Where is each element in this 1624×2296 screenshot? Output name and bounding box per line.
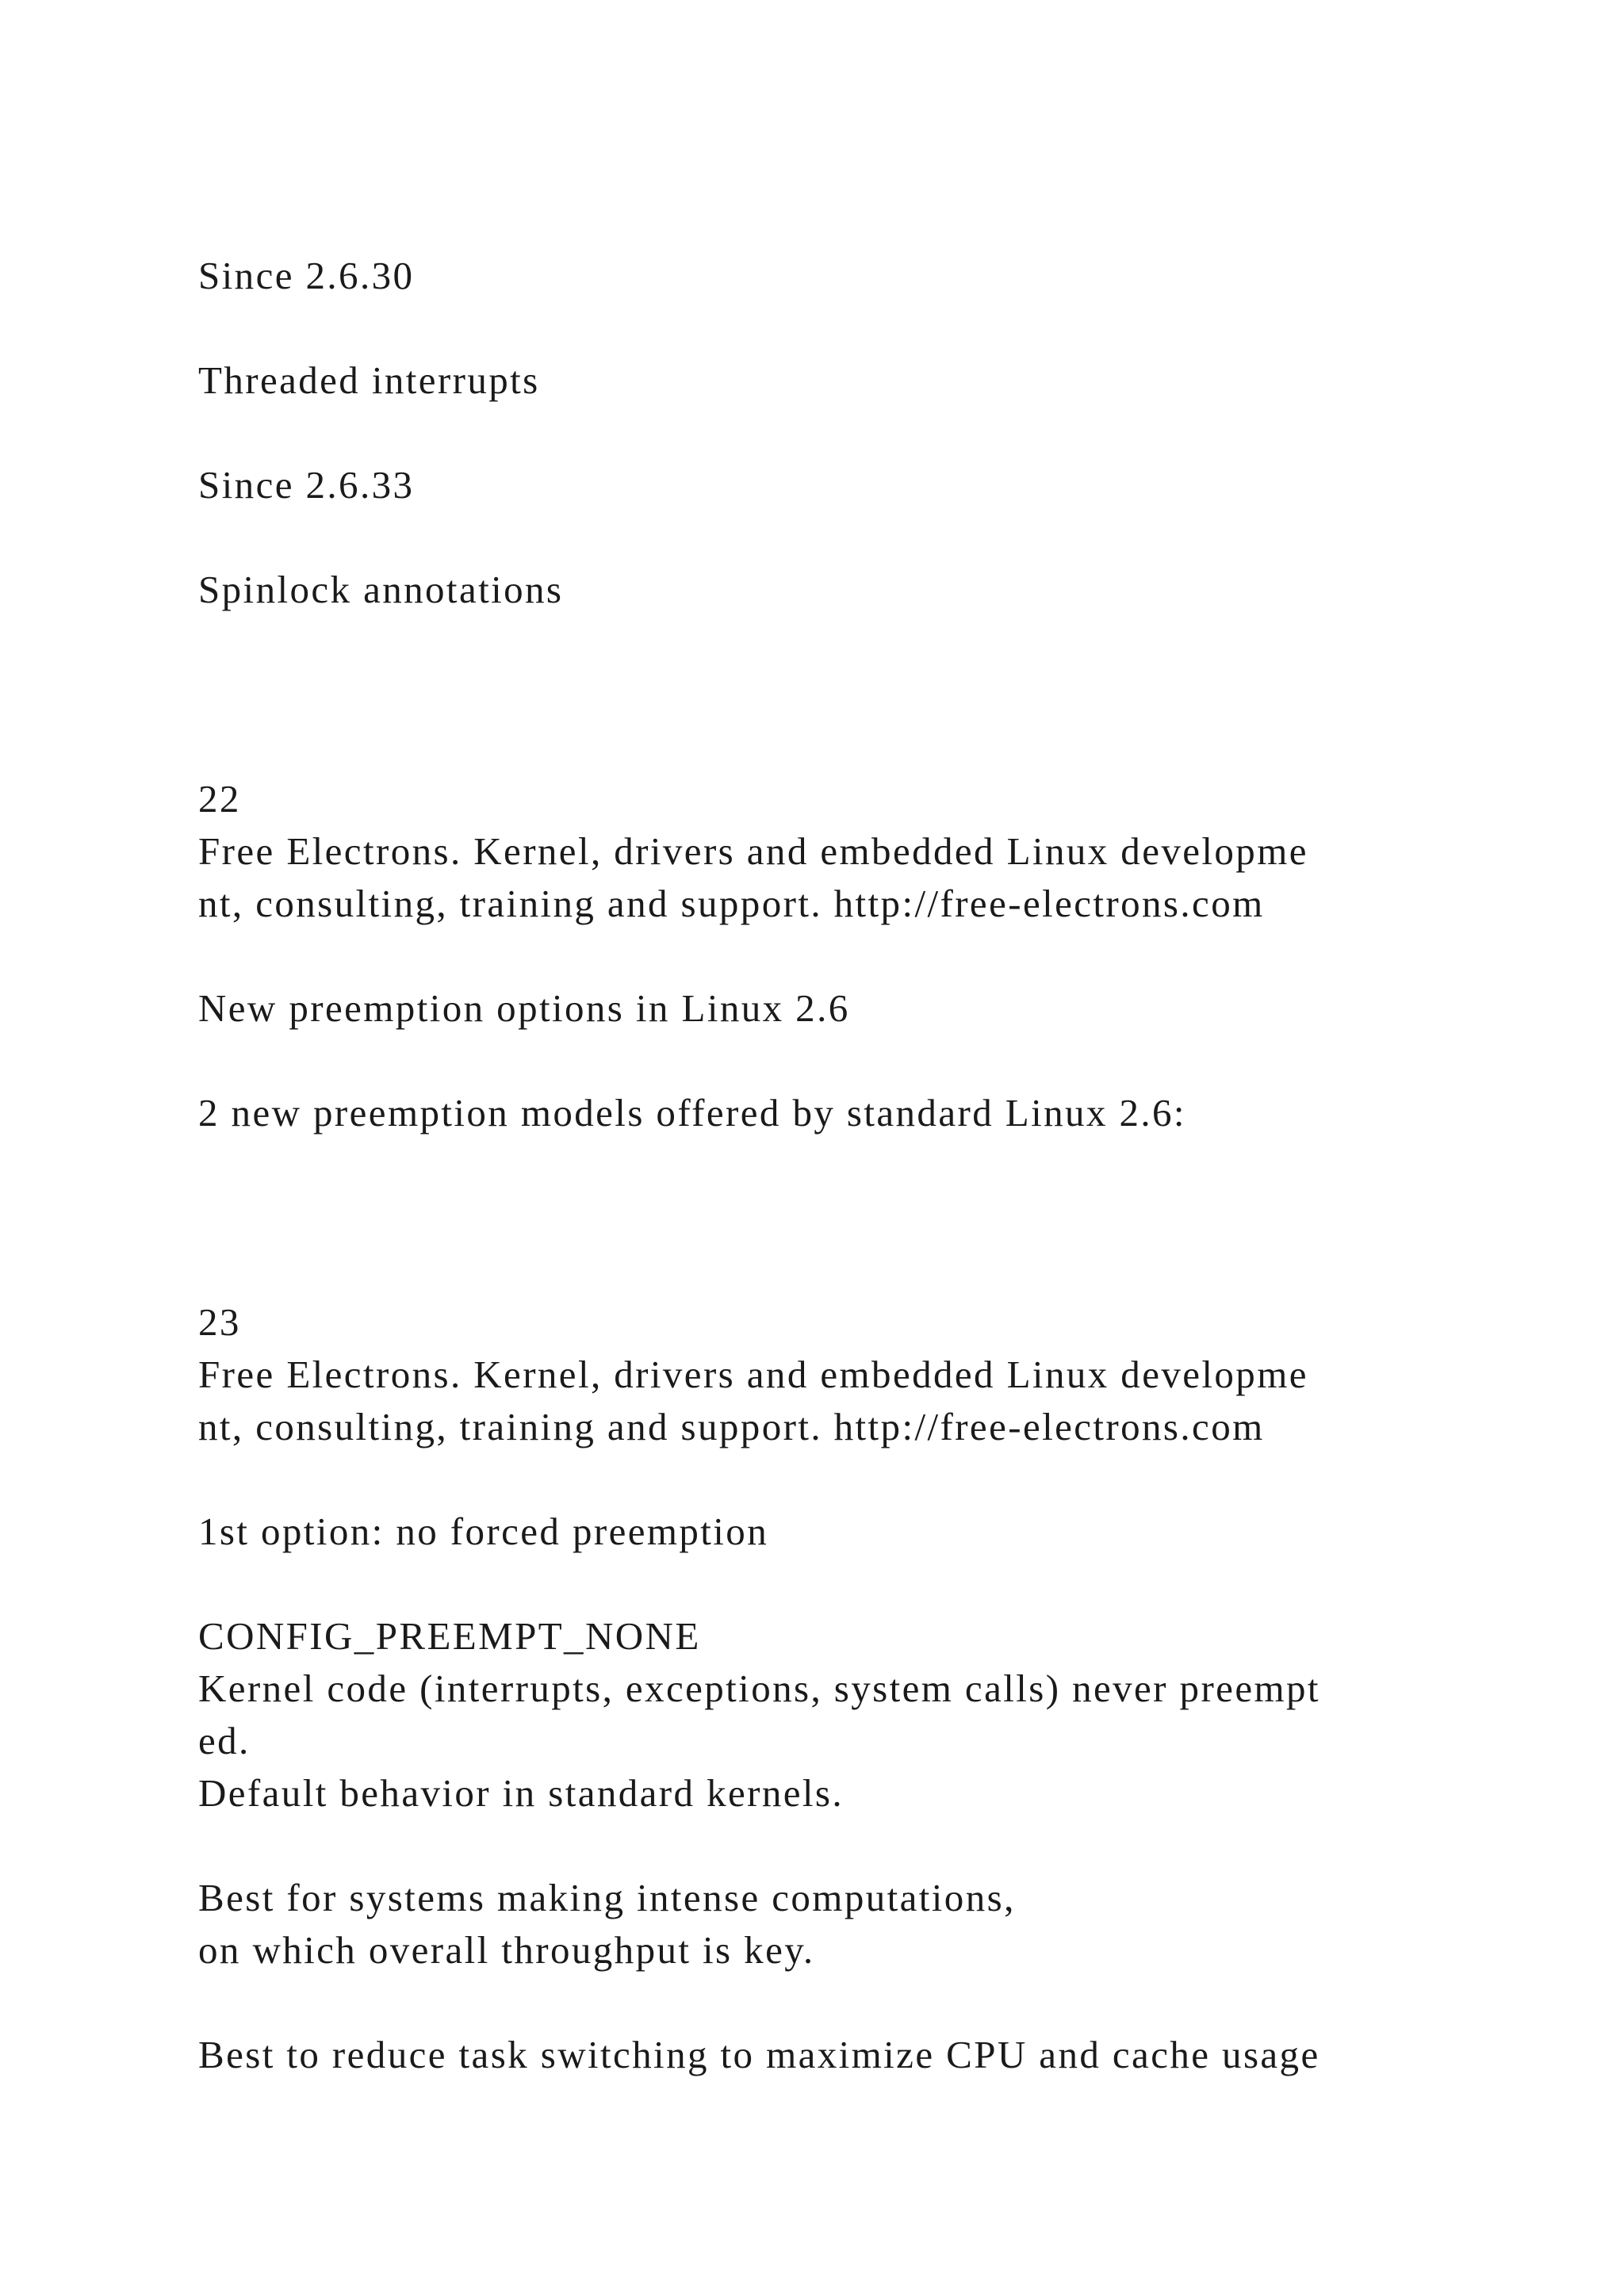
- config-option: CONFIG_PREEMPT_NONE: [198, 1614, 701, 1658]
- text-line: Since 2.6.33: [198, 463, 415, 507]
- text-line: Since 2.6.30: [198, 254, 415, 297]
- text-line: Kernel code (interrupts, exceptions, system calls) never preempt: [198, 1667, 1320, 1710]
- page-number: 22: [198, 777, 241, 821]
- footer-text: nt, consulting, training and support. http://free-electrons.com: [198, 1405, 1265, 1448]
- text-line: Spinlock annotations: [198, 568, 564, 611]
- footer-text: nt, consulting, training and support. http://free-electrons.com: [198, 882, 1265, 925]
- footer-text: Free Electrons. Kernel, drivers and embedded Linux developme: [198, 829, 1308, 873]
- text-line: Threaded interrupts: [198, 358, 540, 402]
- text-line: Best to reduce task switching to maximize CPU and cache usage: [198, 2033, 1320, 2076]
- text-line: on which overall throughput is key.: [198, 1928, 815, 1972]
- footer-text: Free Electrons. Kernel, drivers and embedded Linux developme: [198, 1353, 1308, 1396]
- section-heading: 1st option: no forced preemption: [198, 1510, 769, 1553]
- page-number: 23: [198, 1300, 241, 1344]
- text-line: ed.: [198, 1719, 251, 1762]
- section-heading: New preemption options in Linux 2.6: [198, 986, 850, 1030]
- text-line: Default behavior in standard kernels.: [198, 1771, 845, 1815]
- text-line: Best for systems making intense computations,: [198, 1876, 1016, 1919]
- text-line: 2 new preemption models offered by standard Linux 2.6:: [198, 1091, 1186, 1135]
